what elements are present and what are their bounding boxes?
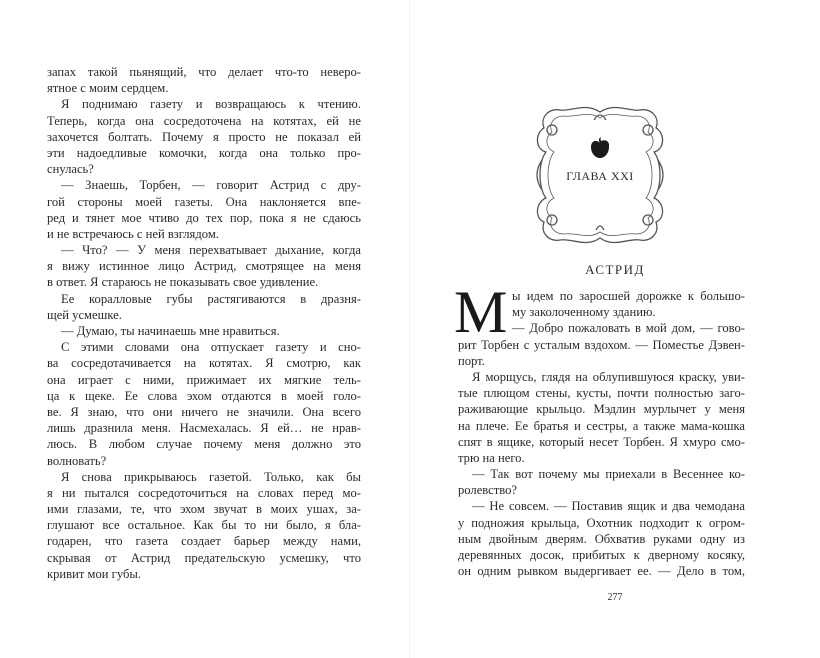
text-line: захочется болтать. Почему я просто не показал ей bbox=[47, 129, 361, 144]
text-line: Я поднимаю газету и возвращаюсь к чтению. bbox=[61, 97, 361, 112]
text-line: запах такой пьянящий, что делает что-то неверо- bbox=[47, 65, 361, 79]
right-page-text bbox=[458, 288, 745, 579]
text-line: и не встречаюсь с ней взглядом. bbox=[47, 226, 219, 241]
text-line: ролевство? bbox=[458, 483, 518, 498]
text-line: на плече. Ее братья и сестры, а также мама-кошка bbox=[458, 418, 745, 433]
text-line: ятное с моим сердцем. bbox=[47, 81, 169, 96]
text-line: Я морщусь, глядя на облупившуюся краску, уви- bbox=[472, 369, 745, 384]
text-line: — Думаю, ты начинаешь мне нравиться. bbox=[61, 324, 280, 338]
text-line: — Не совсем. — Поставив ящик и два чемодана bbox=[472, 499, 745, 514]
text-line: — Знаешь, Торбен, — говорит Астрид с дру- bbox=[61, 178, 361, 193]
text-line: Я снова прикрываюсь газетой. Только, как бы bbox=[61, 469, 361, 484]
text-line: он одним рывком выдергивает ее. — Дело в том, bbox=[458, 564, 745, 579]
text-line: ы идем по заросшей дорожке к большо- bbox=[512, 289, 745, 303]
text-line: трю на него. bbox=[458, 450, 525, 465]
text-line: скрывая от Астрид предательскую усмешку, что bbox=[47, 550, 361, 565]
text-line: щей усмешке. bbox=[47, 307, 122, 322]
page-number: 277 bbox=[607, 592, 623, 603]
text-line: рит Торбен с усталым вздохом. — Поместье Дэвен- bbox=[458, 337, 745, 352]
text-line: ред и тянет мое чтиво до тех пор, пока я не сдаюсь bbox=[47, 210, 361, 225]
text-line: лишь дразнила меня. Насмехалась. Я ей… не нрав- bbox=[47, 421, 361, 436]
text-line: тые плющом стены, кусты, почти полностью заго- bbox=[458, 386, 745, 401]
text-line: ца к щеке. Ее слова эхом отдаются в моей голо- bbox=[47, 388, 361, 403]
text-line: кривит мои губы. bbox=[47, 566, 141, 581]
text-line: ва сосредотачивается на котятах. Я смотрю, как bbox=[47, 356, 361, 371]
text-line: гой стороны моей газеты. Она наклоняется впе- bbox=[47, 194, 361, 209]
left-page-text bbox=[47, 64, 361, 582]
chapter-heading: АСТРИД bbox=[585, 262, 645, 277]
text-line: — Что? — У меня перехватывает дыхание, когда bbox=[61, 243, 361, 258]
text-line: ным двойным дверям. Обхватив руками одну из bbox=[458, 531, 745, 546]
text-line: я ни пытался сосредоточиться на словах перед мо- bbox=[47, 485, 361, 500]
text-line: в ответ. Я стараюсь не показывать свое удивление. bbox=[47, 275, 319, 290]
text-line: у подножия крыльца, Охотник подходит к огром- bbox=[458, 515, 745, 530]
apple-icon bbox=[591, 137, 609, 158]
chapter-label: ГЛАВА XXI bbox=[566, 169, 634, 183]
drop-cap: М bbox=[454, 279, 508, 345]
text-line: люсь. В любом случае почему меня должно это bbox=[47, 437, 361, 452]
text-line: спят в ящике, который несет Торбен. Я хмуро смо- bbox=[458, 434, 745, 449]
text-line: Теперь, когда она сосредоточена на котятах, ей не bbox=[47, 113, 361, 128]
text-line: Ее коралловые губы растягиваются в дразня- bbox=[61, 291, 361, 306]
text-line: снулась? bbox=[47, 162, 94, 177]
text-line: эти надоедливые комочки, когда она только про- bbox=[47, 145, 361, 160]
text-line: му заколоченному зданию. bbox=[512, 305, 656, 320]
text-line: она играет с ними, прижимает их мягкие тель- bbox=[47, 372, 361, 387]
text-line: я вижу истинное лицо Астрид, смотрящее на меня bbox=[47, 259, 361, 274]
text-line: — Так вот почему мы приехали в Весеннее ко- bbox=[472, 467, 745, 482]
text-line: годарен, что газета создает барьер между нами, bbox=[47, 534, 361, 549]
text-line: раживающие крыльцо. Мэдлин мурлычет у меня bbox=[458, 402, 745, 417]
text-line: ве. Я знаю, что они ничего не значили. Она всего bbox=[47, 404, 361, 419]
text-line: деревянных досок, прибитых к дверному косяку, bbox=[458, 548, 745, 562]
text-line: С этими словами она отпускает газету и сно- bbox=[61, 340, 361, 355]
text-line: ими глазами, те, что эхом звучат в моих ушах, за- bbox=[47, 502, 361, 517]
text-line: волновать? bbox=[47, 453, 107, 468]
text-line: глушают все остальное. Как бы то ни было, я бла- bbox=[47, 518, 361, 533]
text-line: порт. bbox=[458, 353, 485, 368]
right-page bbox=[410, 0, 820, 658]
text-line: — Добро пожаловать в мой дом, — гово- bbox=[512, 321, 745, 336]
